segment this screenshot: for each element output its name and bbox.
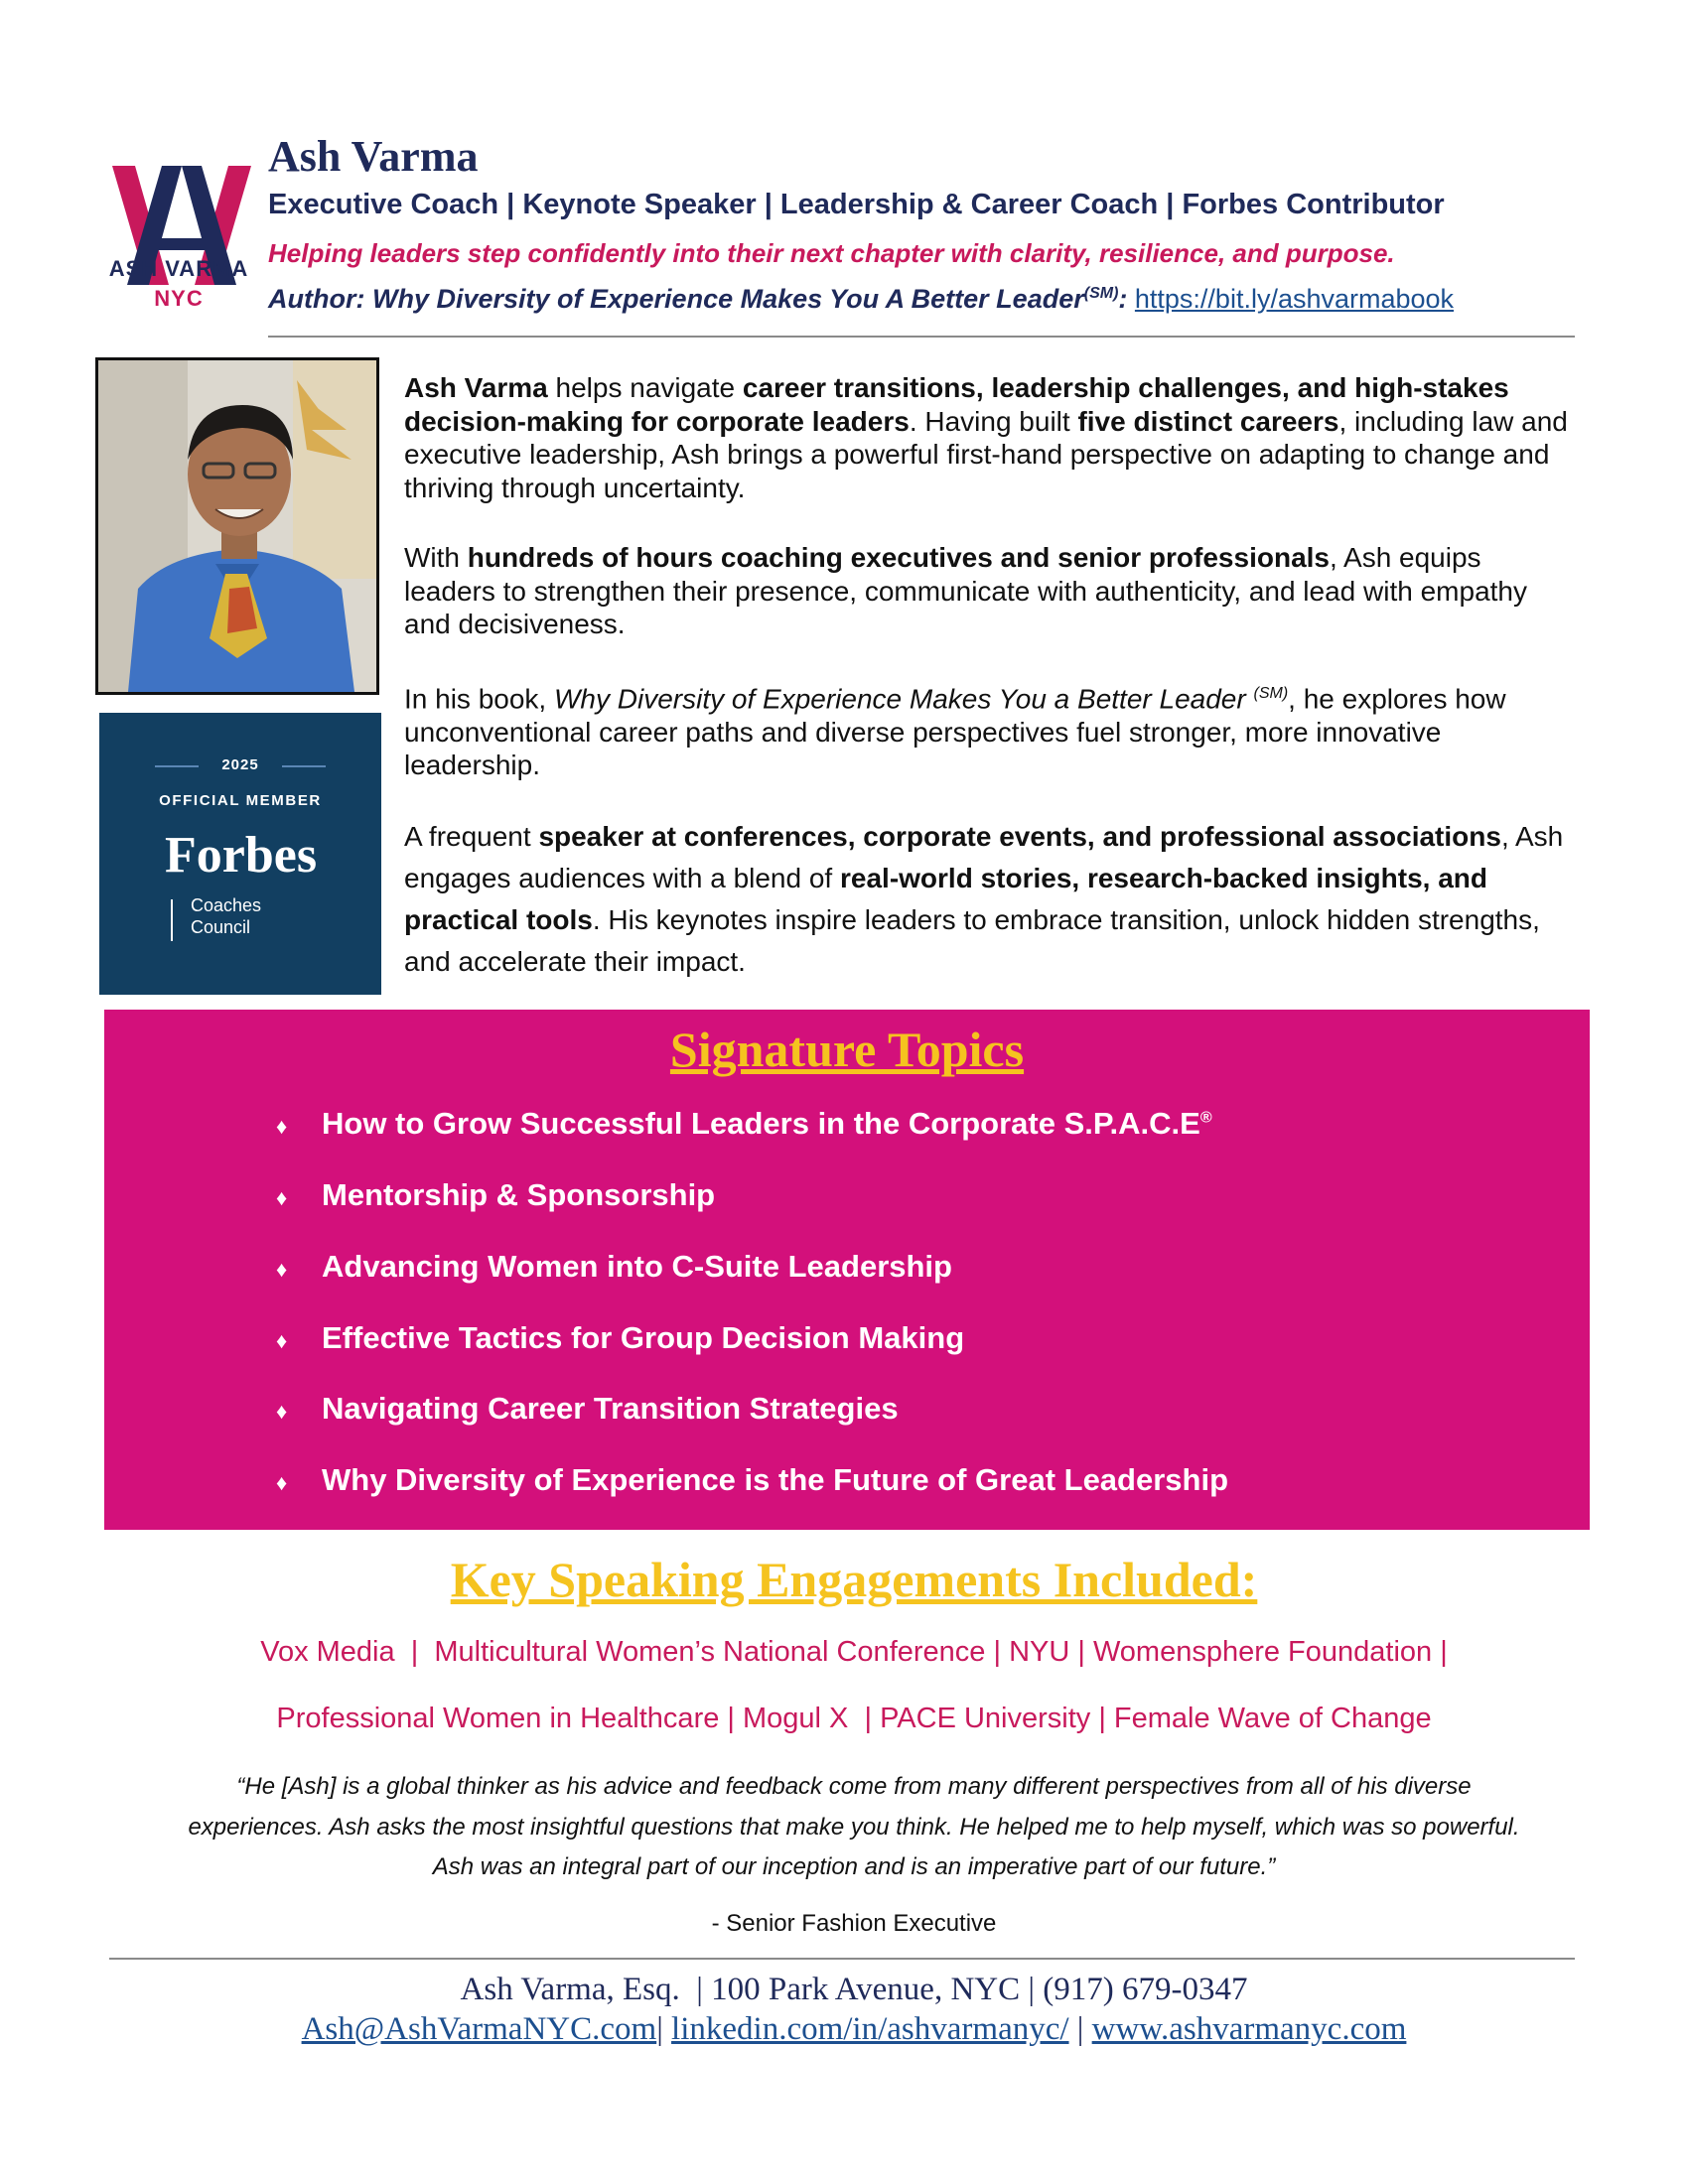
badge-year: 2025 bbox=[221, 756, 259, 773]
engagements-line-2: Professional Women in Healthcare | Mogul X | PACE University | Female Wave of Change bbox=[276, 1703, 1432, 1734]
topic-item bbox=[276, 1249, 952, 1285]
topic-item bbox=[276, 1391, 899, 1427]
testimonial-line-2: experiences. Ash asks the most insightful questions that make you think. He helped me to help myself, which was so powerful. bbox=[188, 1814, 1520, 1841]
logo-name: ASH VARMA bbox=[108, 256, 249, 281]
author-line bbox=[268, 284, 1454, 315]
bio-text: In his book, bbox=[404, 683, 554, 715]
footer-divider bbox=[109, 1958, 1575, 1960]
topic-item bbox=[276, 1462, 1228, 1498]
topic-label: Advancing Women into C-Suite Leadership bbox=[322, 1249, 952, 1284]
testimonial-line-1: “He [Ash] is a global thinker as his advice and feedback come from many different perspectives from all of his diverse bbox=[236, 1773, 1472, 1800]
topic-label: How to Grow Successful Leaders in the Corporate S.P.A.C.E bbox=[322, 1106, 1200, 1141]
bio-text: A frequent bbox=[404, 821, 539, 852]
bio-text: , Ash equips leaders to strengthen their presence, communicate with authenticity, and lead with empathy and decisiveness. bbox=[404, 542, 1527, 639]
bio-text: , he explores how unconventional career paths and diverse perspectives fuel stronger, more innovative leadership. bbox=[404, 683, 1506, 781]
author-label: Author: Why Diversity of Experience Makes You A Better Leader bbox=[268, 284, 1084, 314]
council-line-1: Coaches bbox=[191, 895, 262, 915]
badge-line-right bbox=[282, 765, 326, 767]
registered-mark: ® bbox=[1199, 1109, 1212, 1127]
roles-line: Executive Coach | Keynote Speaker | Leadership & Career Coach | Forbes Contributor bbox=[268, 189, 1445, 220]
profile-photo bbox=[95, 357, 379, 695]
topic-item bbox=[276, 1106, 1212, 1142]
bio-text: , including law and executive leadership, Ash brings a powerful first-hand perspective on adapting to change and thriving through uncertainty. bbox=[404, 405, 1568, 503]
topic-label: Navigating Career Transition Strategies bbox=[322, 1391, 899, 1426]
signature-topics-title: Signature Topics bbox=[669, 1022, 1025, 1077]
footer-separator: | bbox=[656, 2011, 672, 2047]
service-mark: (SM) bbox=[1253, 685, 1289, 702]
author-colon: : bbox=[1118, 284, 1135, 314]
logo-city: NYC bbox=[154, 286, 204, 311]
bio-emphasis: five distinct careers bbox=[1077, 405, 1339, 437]
service-mark: (SM) bbox=[1083, 285, 1119, 302]
testimonial-attribution: - Senior Fashion Executive bbox=[711, 1910, 997, 1937]
topic-item bbox=[276, 1320, 964, 1356]
website-link[interactable]: www.ashvarmanyc.com bbox=[1091, 2011, 1407, 2047]
forbes-coaches-council-badge bbox=[99, 713, 381, 995]
bio-emphasis: speaker at conferences, corporate events, and professional associations bbox=[538, 821, 1501, 852]
book-title: Why Diversity of Experience Makes You a Better Leader bbox=[553, 683, 1246, 715]
bio-paragraph-2 bbox=[404, 541, 1576, 641]
bio-emphasis: career transitions, leadership challenges, and high-stakes decision-making for corporate leaders bbox=[404, 372, 1509, 437]
testimonial-line-3: Ash was an integral part of our inception and is an imperative part of our future.” bbox=[432, 1853, 1276, 1880]
topic-label: Effective Tactics for Group Decision Making bbox=[322, 1320, 965, 1355]
bio-text: With bbox=[404, 542, 468, 573]
badge-divider bbox=[171, 899, 173, 941]
bio-text: . Having built bbox=[909, 405, 1078, 437]
forbes-logo: Forbes bbox=[165, 827, 318, 884]
bio-emphasis: hundreds of hours coaching executives and senior professionals bbox=[467, 542, 1330, 573]
council-line-2: Council bbox=[191, 917, 251, 937]
book-link[interactable]: https://bit.ly/ashvarmabook bbox=[1134, 284, 1455, 314]
diamond-bullet-icon: ♦ bbox=[276, 1328, 288, 1353]
topic-item bbox=[276, 1177, 715, 1213]
header-divider bbox=[268, 336, 1575, 338]
bio-paragraph-4 bbox=[404, 816, 1576, 983]
bio-paragraph-1 bbox=[404, 371, 1576, 504]
portrait-illustration-icon bbox=[98, 360, 376, 692]
badge-membership: OFFICIAL MEMBER bbox=[159, 792, 322, 809]
diamond-bullet-icon: ♦ bbox=[276, 1257, 288, 1282]
email-link[interactable]: Ash@AshVarmaNYC.com bbox=[301, 2011, 657, 2047]
diamond-bullet-icon: ♦ bbox=[276, 1470, 288, 1495]
bio-name: Ash Varma bbox=[404, 372, 548, 403]
linkedin-link[interactable]: linkedin.com/in/ashvarmanyc/ bbox=[671, 2011, 1069, 2047]
tagline: Helping leaders step confidently into their next chapter with clarity, resilience, and purpose. bbox=[268, 238, 1395, 268]
bio-text: , Ash engages audiences with a blend of bbox=[404, 821, 1564, 893]
engagements-line-1: Vox Media | Multicultural Women’s National Conference | NYU | Womensphere Foundation | bbox=[260, 1636, 1448, 1668]
page-title: Ash Varma bbox=[268, 132, 479, 181]
bio-text: helps navigate bbox=[547, 372, 743, 403]
footer-contact-line: Ash Varma, Esq. | 100 Park Avenue, NYC | (917) 679-0347 bbox=[460, 1972, 1248, 2007]
topic-label: Mentorship & Sponsorship bbox=[322, 1177, 716, 1212]
engagements-title: Key Speaking Engagements Included: bbox=[450, 1552, 1258, 1607]
diamond-bullet-icon: ♦ bbox=[276, 1114, 288, 1139]
diamond-bullet-icon: ♦ bbox=[276, 1185, 288, 1210]
topic-label: Why Diversity of Experience is the Future of Great Leadership bbox=[322, 1462, 1229, 1497]
bio-paragraph-3 bbox=[404, 677, 1576, 782]
bio-text: . His keynotes inspire leaders to embrace transition, unlock hidden strengths, and accelerate their impact. bbox=[404, 904, 1540, 977]
diamond-bullet-icon: ♦ bbox=[276, 1399, 288, 1424]
footer-separator: | bbox=[1068, 2011, 1092, 2047]
bio-emphasis: real-world stories, research-backed insights, and practical tools bbox=[404, 863, 1487, 935]
footer-links-line bbox=[0, 2011, 1688, 2048]
